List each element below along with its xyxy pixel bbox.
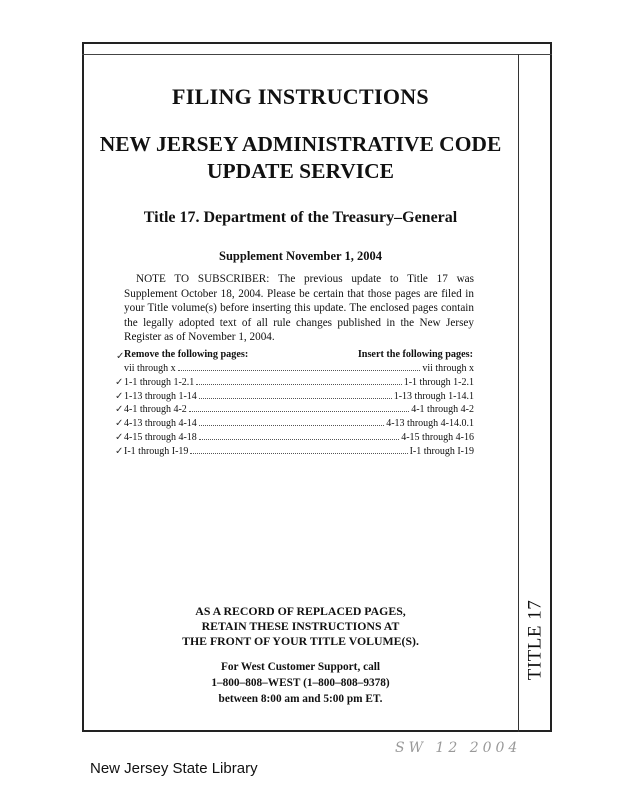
supplement-date: Supplement November 1, 2004 bbox=[219, 249, 382, 263]
insert-range: 4-15 through 4-16 bbox=[401, 431, 474, 443]
remove-range: 4-13 through 4-14 bbox=[124, 418, 197, 430]
dot-leader bbox=[199, 398, 392, 399]
support-phone: 1–800–808–WEST (1–800–808–9378) bbox=[211, 676, 390, 689]
check-mark-icon: ✓ bbox=[115, 404, 124, 416]
dot-leader bbox=[199, 439, 399, 440]
subscriber-note: NOTE TO SUBSCRIBER: The previous update to Title 17 was Supplement October 18, 2004. Please be certain that those pages are filed in your Title volume(s) before inserting this update. The enclosed pages contain the legally adopted text of all rule changes published in the New Jersey Register as of November 1, 2004. bbox=[124, 273, 474, 344]
insert-range: I-1 through I-19 bbox=[409, 445, 474, 457]
check-mark-icon: ✓ bbox=[115, 390, 124, 402]
dot-leader bbox=[189, 411, 409, 412]
check-mark-icon: ✓ bbox=[115, 445, 124, 457]
pages-header bbox=[116, 349, 473, 363]
subtitle-line-1: NEW JERSEY ADMINISTRATIVE CODE bbox=[99, 132, 502, 156]
page-row bbox=[115, 376, 474, 390]
insert-range: 1-13 through 1-14.1 bbox=[393, 390, 474, 402]
page-row bbox=[124, 362, 474, 376]
side-tab-label: TITLE 17 bbox=[524, 599, 546, 681]
support-hours: between 8:00 am and 5:00 pm ET. bbox=[218, 692, 383, 705]
page-row bbox=[115, 445, 474, 459]
remove-range: 4-1 through 4-2 bbox=[124, 404, 187, 416]
top-rule bbox=[82, 54, 552, 55]
page-subtitle bbox=[82, 131, 519, 185]
remove-range: vii through x bbox=[124, 363, 176, 374]
record-line-1: AS A RECORD OF REPLACED PAGES, bbox=[195, 604, 406, 618]
check-mark-icon: ✓ bbox=[115, 376, 124, 388]
side-tab bbox=[519, 560, 552, 720]
library-footer: New Jersey State Library bbox=[90, 760, 258, 777]
dot-leader bbox=[190, 453, 407, 454]
insert-pages-label: Insert the following pages: bbox=[357, 349, 473, 360]
remove-range: 1-1 through 1-2.1 bbox=[124, 376, 195, 388]
remove-pages-label: Remove the following pages: bbox=[124, 349, 249, 360]
insert-range: 1-1 through 1-2.1 bbox=[403, 376, 474, 388]
page-row bbox=[115, 431, 474, 445]
insert-range: 4-1 through 4-2 bbox=[411, 404, 474, 416]
dot-leader bbox=[199, 425, 384, 426]
page-title: FILING INSTRUCTIONS bbox=[172, 84, 429, 109]
page-row bbox=[115, 417, 474, 431]
customer-support bbox=[82, 660, 519, 707]
record-line-2: RETAIN THESE INSTRUCTIONS AT bbox=[201, 619, 400, 633]
page-row bbox=[115, 403, 474, 417]
title-heading: Title 17. Department of the Treasury–General bbox=[143, 209, 458, 226]
record-instructions bbox=[82, 604, 519, 649]
insert-range: vii through x bbox=[422, 363, 474, 374]
check-mark-icon: ✓ bbox=[115, 418, 124, 430]
page-row bbox=[115, 390, 474, 404]
handwritten-stamp: SW 12 2004 bbox=[395, 740, 522, 756]
dot-leader bbox=[196, 384, 401, 385]
dot-leader bbox=[178, 370, 421, 371]
record-line-3: THE FRONT OF YOUR TITLE VOLUME(S). bbox=[182, 634, 419, 648]
pages-list bbox=[115, 362, 474, 459]
remove-range: 1-13 through 1-14 bbox=[124, 390, 197, 402]
subtitle-line-2: UPDATE SERVICE bbox=[206, 159, 394, 183]
remove-range: 4-15 through 4-18 bbox=[124, 431, 197, 443]
support-line-1: For West Customer Support, call bbox=[220, 661, 381, 673]
check-mark-icon: ✓ bbox=[115, 431, 124, 443]
insert-range: 4-13 through 4-14.0.1 bbox=[386, 418, 474, 430]
remove-range: I-1 through I-19 bbox=[124, 445, 189, 457]
check-mark-icon: ✓ bbox=[116, 351, 125, 362]
